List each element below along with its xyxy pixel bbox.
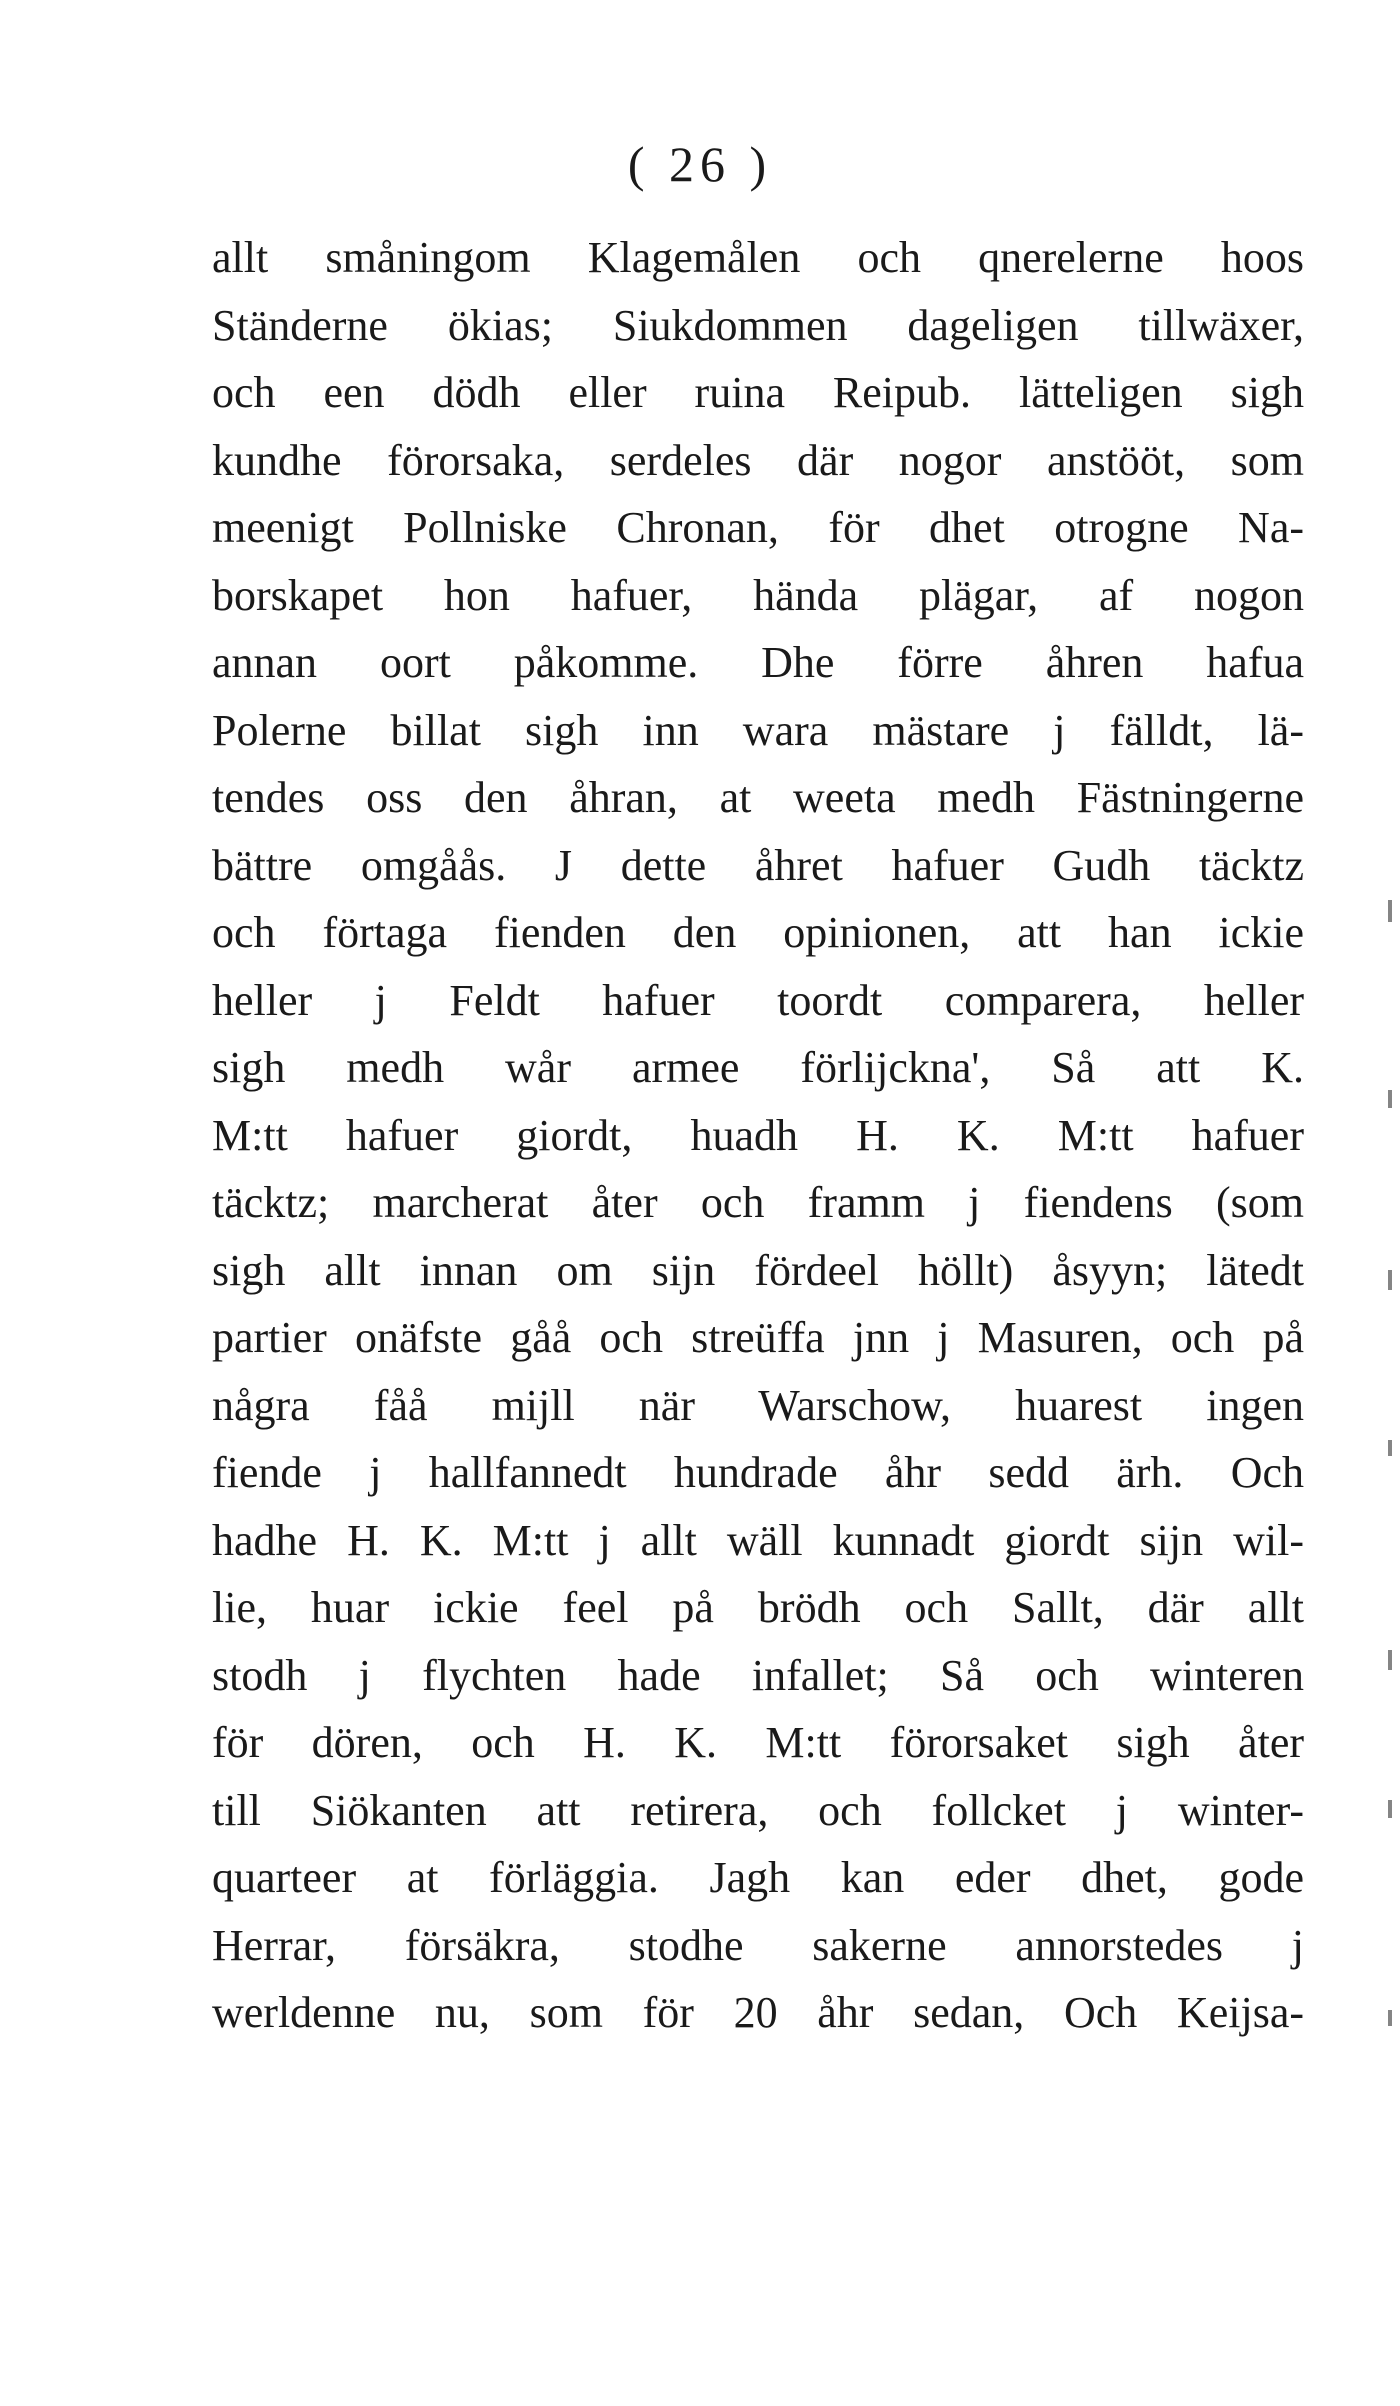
text-line: meenigt Pollniske Chronan, för dhet otrogne Na- bbox=[212, 503, 1304, 552]
edge-mark bbox=[1388, 1090, 1392, 1108]
text-line: och förtaga fienden den opinionen, att han ickie bbox=[212, 908, 1304, 957]
text-line: bättre omgåås. J dette åhret hafuer Gudh täcktz bbox=[212, 840, 1304, 890]
text-line: Herrar, försäkra, stodhe sakerne annorstedes j bbox=[212, 1920, 1304, 1970]
text-line: Polerne billat sigh inn wara mästare j fälldt, lä- bbox=[212, 705, 1304, 755]
text-line: borskapet hon hafuer, hända plägar, af nogon bbox=[212, 570, 1304, 620]
text-line: sigh allt innan om sijn fördeel höllt) åsyyn; lätedt bbox=[212, 1245, 1304, 1295]
text-line: M:tt hafuer giordt, huadh H. K. M:tt hafuer bbox=[212, 1110, 1304, 1160]
text-line: tendes oss den åhran, at weeta medh Fästningerne bbox=[212, 773, 1304, 822]
edge-mark bbox=[1388, 1270, 1392, 1290]
text-line: partier onäfste gåå och streüffa jnn j Masuren, och på bbox=[212, 1313, 1304, 1362]
edge-mark bbox=[1388, 2010, 1392, 2026]
text-line: till Siökanten att retirera, och follcket j winter- bbox=[212, 1785, 1304, 1835]
text-line: werldenne nu, som för 20 åhr sedan, Och Keijsa- bbox=[212, 1988, 1304, 2037]
body-text bbox=[212, 224, 1304, 2047]
text-line: stodh j flychten hade infallet; Så och winteren bbox=[212, 1650, 1304, 1700]
text-line: annan oort påkomme. Dhe förre åhren hafua bbox=[212, 638, 1304, 687]
text-line: lie, huar ickie feel på brödh och Sallt, där allt bbox=[212, 1583, 1304, 1632]
text-line: och een dödh eller ruina Reipub. lätteligen sigh bbox=[212, 368, 1304, 417]
text-line: allt småningom Klagemålen och qnerelerne hoos bbox=[212, 233, 1304, 282]
text-line: för dören, och H. K. M:tt förorsaket sigh åter bbox=[212, 1718, 1304, 1767]
text-line: fiende j hallfannedt hundrade åhr sedd ärh. Och bbox=[212, 1448, 1304, 1497]
text-line: quarteer at förläggia. Jagh kan eder dhet, gode bbox=[212, 1853, 1304, 1902]
edge-mark bbox=[1388, 1800, 1392, 1818]
text-line: sigh medh wår armee förlijckna', Så att K. bbox=[212, 1043, 1304, 1092]
text-line: täcktz; marcherat åter och framm j fiendens (som bbox=[212, 1178, 1304, 1227]
text-line: heller j Feldt hafuer toordt comparera, heller bbox=[212, 975, 1304, 1025]
text-line: Ständerne ökias; Siukdommen dageligen tillwäxer, bbox=[212, 300, 1304, 350]
text-line: kundhe förorsaka, serdeles där nogor anstööt, som bbox=[212, 435, 1304, 485]
edge-mark bbox=[1388, 1440, 1392, 1456]
edge-mark bbox=[1388, 1650, 1392, 1670]
page-number: ( 26 ) bbox=[627, 136, 773, 192]
text-line: några fåå mijll när Warschow, huarest ingen bbox=[212, 1380, 1304, 1430]
edge-mark bbox=[1388, 900, 1392, 922]
text-line: hadhe H. K. M:tt j allt wäll kunnadt giordt sijn wil- bbox=[212, 1515, 1304, 1565]
